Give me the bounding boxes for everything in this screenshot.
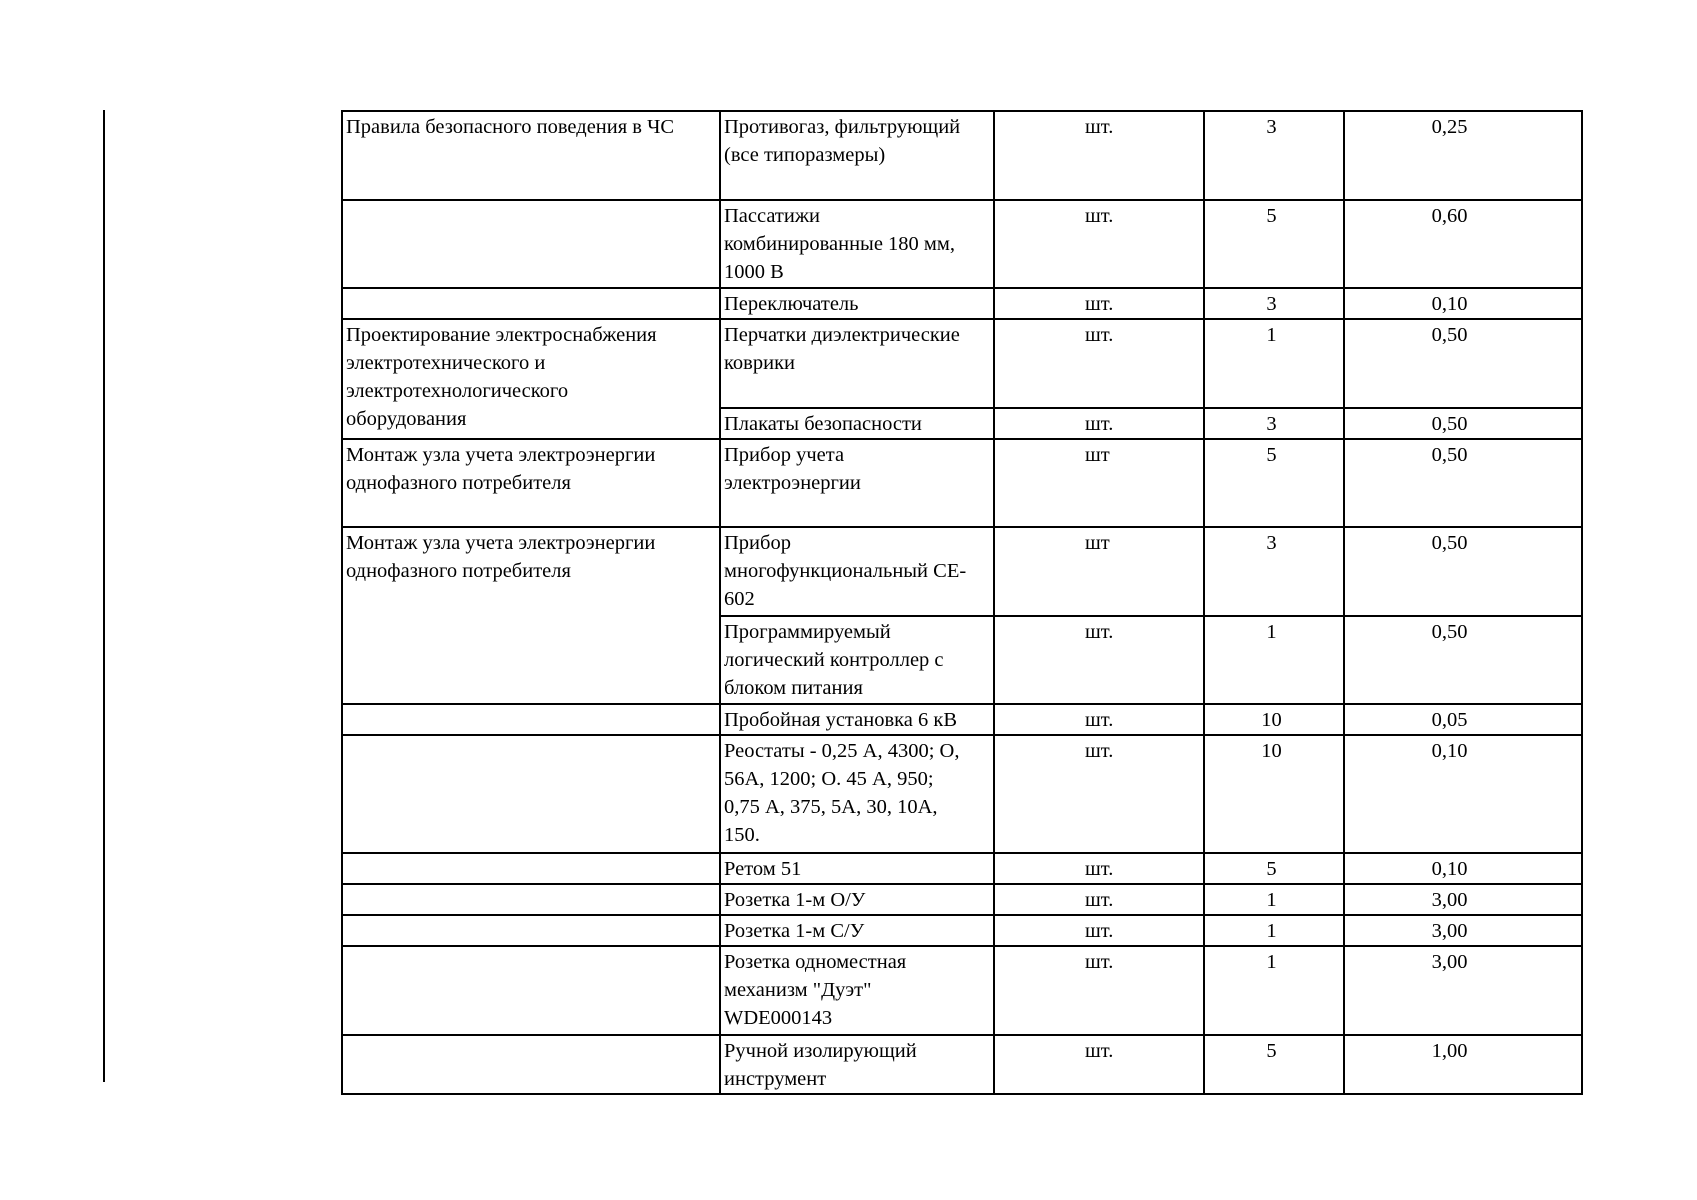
quantity-cell xyxy=(1204,704,1344,735)
unit-cell-text: шт. xyxy=(1085,293,1114,315)
item-cell xyxy=(720,527,994,616)
value-cell xyxy=(1344,704,1582,735)
unit-cell xyxy=(994,288,1204,319)
value-cell-text: 3,00 xyxy=(1431,889,1468,911)
section-cell xyxy=(342,853,720,884)
unit-cell xyxy=(994,1035,1204,1094)
unit-cell xyxy=(994,408,1204,439)
quantity-cell-text: 1 xyxy=(1266,889,1277,911)
value-cell-text: 0,05 xyxy=(1431,709,1468,731)
quantity-cell-text: 1 xyxy=(1266,951,1277,973)
unit-cell xyxy=(994,616,1204,704)
unit-cell xyxy=(994,111,1204,200)
unit-cell xyxy=(994,735,1204,853)
value-cell-text: 0,10 xyxy=(1431,740,1468,762)
quantity-cell-text: 10 xyxy=(1261,709,1282,731)
unit-cell-text: шт. xyxy=(1085,1040,1114,1062)
item-cell-text: Ручной изолирующий инструмент xyxy=(724,1040,917,1090)
quantity-cell-text: 1 xyxy=(1266,324,1277,346)
table-row xyxy=(342,884,1582,915)
item-cell xyxy=(720,735,994,853)
table-row xyxy=(342,853,1582,884)
unit-cell-text: шт xyxy=(1085,532,1110,554)
item-cell-text: Розетка 1-м С/У xyxy=(724,920,865,942)
table-row xyxy=(342,527,1582,616)
table-row xyxy=(342,288,1582,319)
table-row xyxy=(342,200,1582,288)
unit-cell xyxy=(994,704,1204,735)
item-cell-text: Перчатки диэлектрические коврики xyxy=(724,324,960,374)
value-cell-text: 1,00 xyxy=(1431,1040,1468,1062)
table-body xyxy=(342,111,1582,1094)
value-cell-text: 0,50 xyxy=(1431,444,1468,466)
equipment-table xyxy=(341,110,1583,1095)
quantity-cell-text: 3 xyxy=(1266,293,1277,315)
quantity-cell xyxy=(1204,884,1344,915)
quantity-cell xyxy=(1204,853,1344,884)
table-row xyxy=(342,735,1582,853)
value-cell xyxy=(1344,408,1582,439)
section-cell-text: Монтаж узла учета электроэнергии однофазного потребителя xyxy=(346,532,656,582)
value-cell xyxy=(1344,1035,1582,1094)
quantity-cell xyxy=(1204,527,1344,616)
value-cell xyxy=(1344,946,1582,1035)
item-cell-text: Розетка 1-м О/У xyxy=(724,889,866,911)
section-cell xyxy=(342,735,720,853)
unit-cell-text: шт. xyxy=(1085,116,1114,138)
value-cell xyxy=(1344,288,1582,319)
table-row xyxy=(342,915,1582,946)
value-cell xyxy=(1344,111,1582,200)
section-cell xyxy=(342,1035,720,1094)
quantity-cell-text: 3 xyxy=(1266,413,1277,435)
value-cell-text: 0,50 xyxy=(1431,413,1468,435)
quantity-cell xyxy=(1204,616,1344,704)
section-cell-text: Проектирование электроснабжения электротехнического и электротехнологического оборудования xyxy=(346,324,657,430)
unit-cell xyxy=(994,200,1204,288)
item-cell-text: Пробойная установка 6 кВ xyxy=(724,709,958,731)
quantity-cell xyxy=(1204,200,1344,288)
item-cell-text: Прибор многофункциональный СЕ- 602 xyxy=(724,532,967,610)
unit-cell xyxy=(994,884,1204,915)
value-cell xyxy=(1344,200,1582,288)
value-cell-text: 0,60 xyxy=(1431,205,1468,227)
quantity-cell-text: 3 xyxy=(1266,532,1277,554)
unit-cell-text: шт. xyxy=(1085,740,1114,762)
quantity-cell-text: 5 xyxy=(1266,1040,1277,1062)
quantity-cell xyxy=(1204,946,1344,1035)
unit-cell-text: шт. xyxy=(1085,413,1114,435)
unit-cell-text: шт. xyxy=(1085,920,1114,942)
item-cell xyxy=(720,1035,994,1094)
item-cell xyxy=(720,111,994,200)
quantity-cell xyxy=(1204,408,1344,439)
value-cell xyxy=(1344,527,1582,616)
item-cell xyxy=(720,915,994,946)
item-cell xyxy=(720,946,994,1035)
unit-cell xyxy=(994,319,1204,408)
section-cell xyxy=(342,704,720,735)
quantity-cell-text: 5 xyxy=(1266,205,1277,227)
value-cell xyxy=(1344,439,1582,527)
unit-cell xyxy=(994,915,1204,946)
section-cell xyxy=(342,200,720,288)
quantity-cell xyxy=(1204,439,1344,527)
value-cell xyxy=(1344,915,1582,946)
section-cell xyxy=(342,915,720,946)
quantity-cell xyxy=(1204,735,1344,853)
quantity-cell xyxy=(1204,288,1344,319)
section-cell xyxy=(342,527,720,704)
item-cell xyxy=(720,319,994,408)
value-cell xyxy=(1344,884,1582,915)
item-cell xyxy=(720,616,994,704)
unit-cell-text: шт. xyxy=(1085,709,1114,731)
item-cell-text: Противогаз, фильтрующий (все типоразмеры) xyxy=(724,116,961,166)
section-cell xyxy=(342,946,720,1035)
value-cell-text: 3,00 xyxy=(1431,920,1468,942)
table-row xyxy=(342,704,1582,735)
value-cell xyxy=(1344,319,1582,408)
value-cell-text: 0,50 xyxy=(1431,532,1468,554)
item-cell-text: Прибор учета электроэнергии xyxy=(724,444,861,494)
item-cell-text: Розетка одноместная механизм "Дуэт" WDE000143 xyxy=(724,951,907,1029)
quantity-cell xyxy=(1204,915,1344,946)
quantity-cell-text: 1 xyxy=(1266,621,1277,643)
unit-cell-text: шт. xyxy=(1085,858,1114,880)
value-cell-text: 0,10 xyxy=(1431,858,1468,880)
quantity-cell xyxy=(1204,1035,1344,1094)
table-row xyxy=(342,1035,1582,1094)
section-cell xyxy=(342,288,720,319)
value-cell-text: 0,50 xyxy=(1431,324,1468,346)
item-cell xyxy=(720,408,994,439)
unit-cell xyxy=(994,439,1204,527)
section-cell xyxy=(342,884,720,915)
unit-cell-text: шт. xyxy=(1085,951,1114,973)
item-cell-text: Программируемый логический контроллер с блоком питания xyxy=(724,621,944,699)
quantity-cell-text: 1 xyxy=(1266,920,1277,942)
value-cell xyxy=(1344,616,1582,704)
quantity-cell-text: 5 xyxy=(1266,444,1277,466)
value-cell xyxy=(1344,853,1582,884)
unit-cell xyxy=(994,527,1204,616)
value-cell-text: 0,10 xyxy=(1431,293,1468,315)
section-cell xyxy=(342,319,720,439)
unit-cell-text: шт. xyxy=(1085,889,1114,911)
item-cell xyxy=(720,288,994,319)
item-cell xyxy=(720,704,994,735)
unit-cell xyxy=(994,853,1204,884)
value-cell xyxy=(1344,735,1582,853)
quantity-cell-text: 3 xyxy=(1266,116,1277,138)
left-margin-rule xyxy=(103,110,105,1082)
unit-cell-text: шт. xyxy=(1085,324,1114,346)
section-cell xyxy=(342,111,720,200)
item-cell xyxy=(720,884,994,915)
unit-cell-text: шт. xyxy=(1085,205,1114,227)
quantity-cell xyxy=(1204,319,1344,408)
section-cell-text: Правила безопасного поведения в ЧС xyxy=(346,116,675,138)
item-cell-text: Плакаты безопасности xyxy=(724,413,922,435)
item-cell-text: Реостаты - 0,25 А, 4300; О, 56А, 1200; О. 45 А, 950; 0,75 А, 375, 5А, 30, 10А, 150. xyxy=(724,740,960,846)
value-cell-text: 3,00 xyxy=(1431,951,1468,973)
quantity-cell-text: 10 xyxy=(1261,740,1282,762)
quantity-cell xyxy=(1204,111,1344,200)
table-row xyxy=(342,439,1582,527)
value-cell-text: 0,25 xyxy=(1431,116,1468,138)
unit-cell-text: шт. xyxy=(1085,621,1114,643)
value-cell-text: 0,50 xyxy=(1431,621,1468,643)
item-cell-text: Переключатель xyxy=(724,293,859,315)
unit-cell xyxy=(994,946,1204,1035)
table-row xyxy=(342,946,1582,1035)
item-cell-text: Ретом 51 xyxy=(724,858,802,880)
table-row xyxy=(342,319,1582,408)
unit-cell-text: шт xyxy=(1085,444,1110,466)
item-cell xyxy=(720,200,994,288)
section-cell-text: Монтаж узла учета электроэнергии однофазного потребителя xyxy=(346,444,656,494)
item-cell-text: Пассатижи комбинированные 180 мм, 1000 В xyxy=(724,205,955,283)
table-row xyxy=(342,111,1582,200)
section-cell xyxy=(342,439,720,527)
quantity-cell-text: 5 xyxy=(1266,858,1277,880)
item-cell xyxy=(720,853,994,884)
item-cell xyxy=(720,439,994,527)
